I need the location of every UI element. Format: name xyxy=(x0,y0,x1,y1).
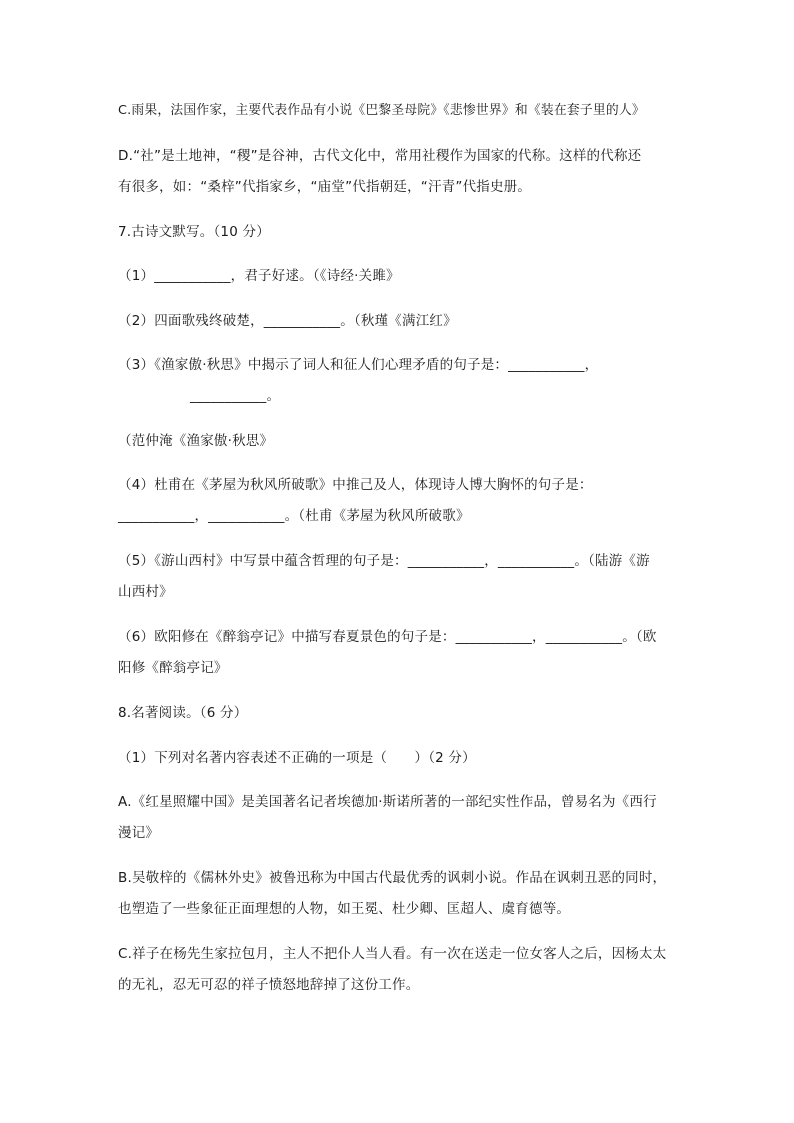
q7-item-3-source: （范仲淹《渔家傲·秋思》 xyxy=(118,433,274,449)
q7-item-5-line-1: （5）《游山西村》中写景中蕴含哲理的句子是：___________，___________。（陆游《游 xyxy=(118,553,650,569)
option-b-line-2: 也塑造了一些象征正面理想的人物，如王冕、杜少卿、匡超人、虞育德等。 xyxy=(118,901,571,917)
option-a-line-2: 漫记》 xyxy=(118,825,160,841)
q8-item-1: （1）下列对名著内容表述不正确的一项是（ ）（2 分） xyxy=(118,750,476,766)
q7-item-6-line-1: （6）欧阳修在《醉翁亭记》中描写春夏景色的句子是：___________，___________。（欧 xyxy=(118,629,657,645)
question-7-heading: 7.古诗文默写。（10 分） xyxy=(118,224,270,240)
option-d-line-2: 有很多，如：“桑梓”代指家乡，“庙堂”代指朝廷，“汗青”代指史册。 xyxy=(118,179,532,195)
q7-item-3-line-1: （3）《渔家傲·秋思》中揭示了词人和征人们心理矛盾的句子是：___________， xyxy=(118,357,599,373)
q7-item-5-line-2: 山西村》 xyxy=(118,584,173,600)
option-a-line-1: A.《红星照耀中国》是美国著名记者埃德加·斯诺所著的一部纪实性作品，曾易名为《西行 xyxy=(118,794,657,810)
q7-item-4-line-1: （4）杜甫在《茅屋为秋风所破歌》中推己及人，体现诗人博大胸怀的句子是： xyxy=(118,477,593,493)
q7-item-4-line-2: ___________，___________。（杜甫《茅屋为秋风所破歌》 xyxy=(118,508,470,524)
option-c2-line-1: C.祥子在杨先生家拉包月，主人不把仆人当人看。有一次在送走一位女客人之后，因杨太太 xyxy=(118,946,667,962)
option-c2-line-2: 的无礼，忍无可忍的祥子愤怒地辞掉了这份工作。 xyxy=(118,977,420,993)
q7-item-3-line-2: ___________。 xyxy=(190,388,281,404)
question-8-heading: 8.名著阅读。（6 分） xyxy=(118,705,248,721)
option-b-line-1: B.吴敬梓的《儒林外史》被鲁迅称为中国古代最优秀的讽刺小说。作品在讽刺丑恶的同时， xyxy=(118,870,667,886)
option-c-line: C.雨果，法国作家，主要代表作品有小说《巴黎圣母院》《悲惨世界》和《装在套子里的人》 xyxy=(118,103,645,118)
q7-item-2: （2）四面歌残终破楚，___________。（秋瑾《满江红》 xyxy=(118,313,457,329)
q7-item-1: （1）___________，君子好逑。（《诗经·关雎》 xyxy=(118,268,400,284)
option-d-line-1: D.“社”是土地神，“稷”是谷神，古代文化中，常用社稷作为国家的代称。这样的代称还 xyxy=(118,148,642,164)
q7-item-6-line-2: 阳修《醉翁亭记》 xyxy=(118,660,228,676)
